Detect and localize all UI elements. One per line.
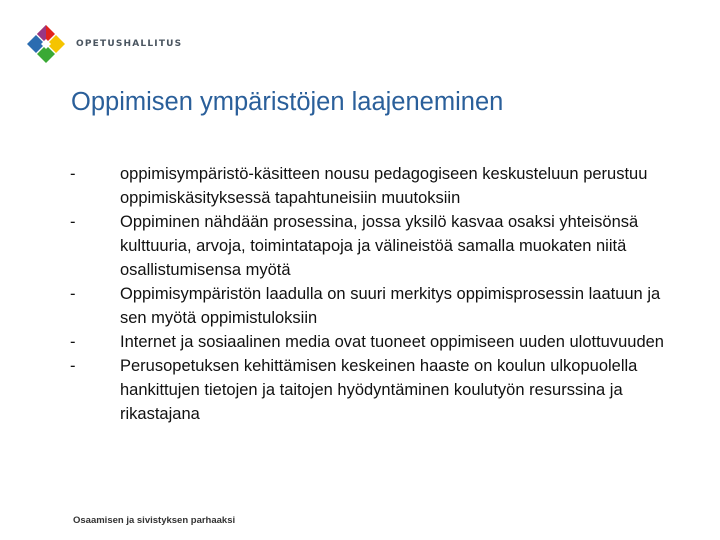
- bullet-marker: -: [70, 285, 76, 303]
- bullet-text: Perusopetuksen kehittämisen keskeinen haaste on koulun ulkopuolella hankittujen tietojen ja taitojen hyödyntäminen koulutyön resurssina ja rikastajana: [120, 357, 638, 423]
- diamond-logo-icon: [26, 24, 66, 64]
- bullet-text: Oppimisympäristön laadulla on suuri merkitys oppimisprosessin laatuun ja sen myötä oppimistuloksiin: [120, 285, 661, 327]
- bullet-marker: -: [70, 165, 76, 183]
- bullet-marker: -: [70, 213, 76, 231]
- bullet-text: oppimisympäristö-käsitteen nousu pedagogiseen keskusteluun perustuu oppimiskäsityksessä tapahtuneisiin muutoksiin: [120, 165, 648, 207]
- bullet-marker: -: [70, 333, 76, 351]
- bullet-text: Oppiminen nähdään prosessina, jossa yksilö kasvaa osaksi yhteisönsä kulttuuria, arvoja, toimintatapoja ja välineistöä samalla muokaten niitä osallistumisensa myötä: [120, 213, 639, 279]
- bullet-marker: -: [70, 357, 76, 375]
- bullet-item: [70, 330, 690, 354]
- slide-title: Oppimisen ympäristöjen laajeneminen: [71, 88, 504, 116]
- logo-text: OPETUSHALLITUS: [76, 39, 183, 49]
- bullet-item: [70, 210, 690, 282]
- bullet-item: [70, 162, 690, 210]
- bullet-item: [70, 354, 690, 426]
- bullet-list: [70, 162, 690, 426]
- bullet-text: Internet ja sosiaalinen media ovat tuoneet oppimiseen uuden ulottuvuuden: [120, 333, 664, 351]
- footer-slogan: Osaamisen ja sivistyksen parhaaksi: [73, 515, 236, 526]
- bullet-item: [70, 282, 690, 330]
- opetushallitus-logo: [26, 24, 182, 64]
